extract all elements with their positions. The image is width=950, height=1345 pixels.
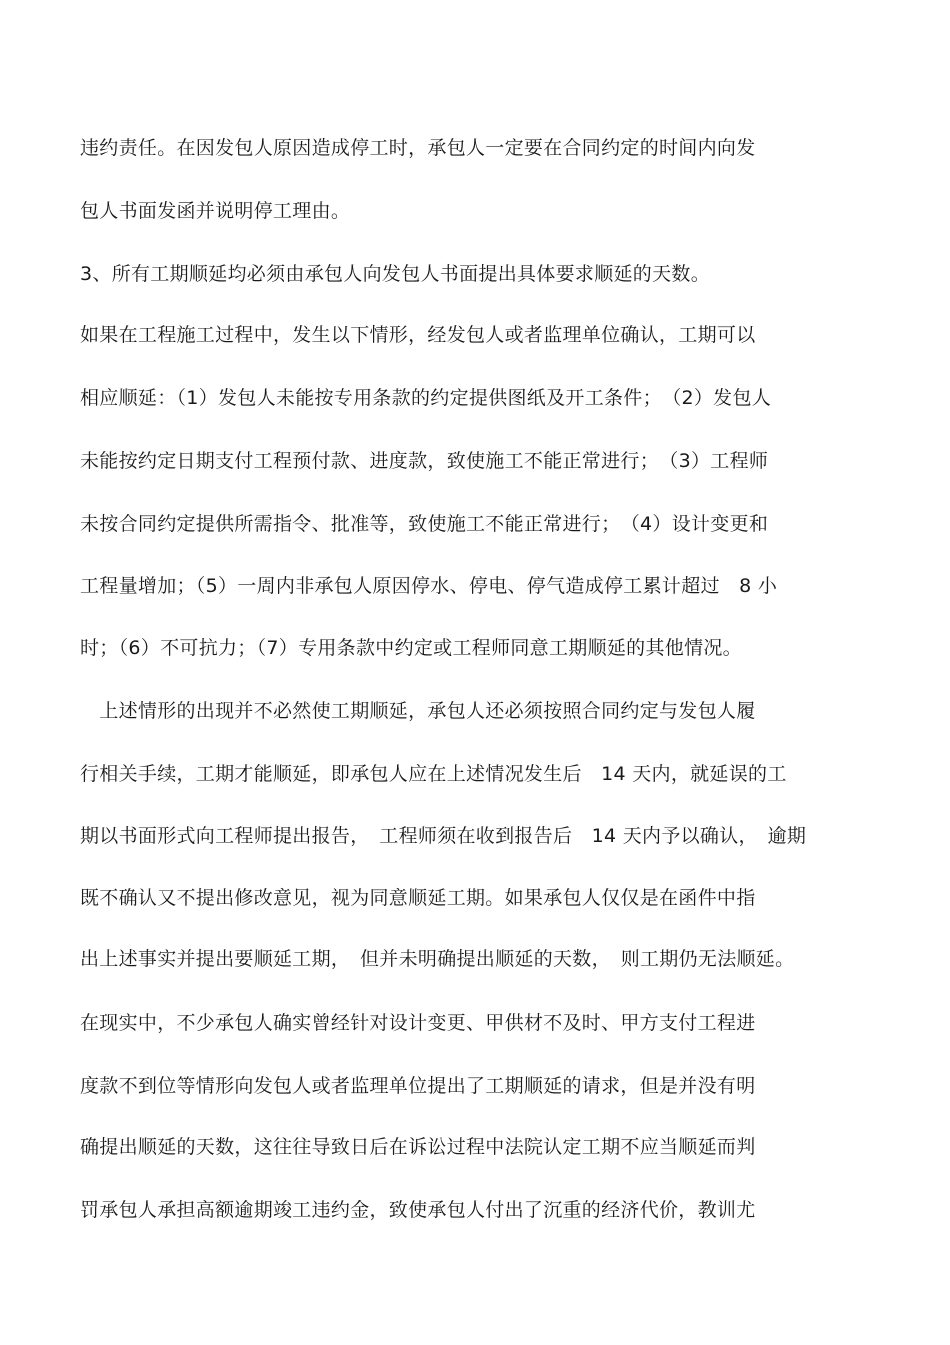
text-line: 度款不到位等情形向发包人或者监理单位提出了工期顺延的请求，但是并没有明 bbox=[80, 1075, 756, 1097]
text-line: 违约责任。在因发包人原因造成停工时，承包人一定要在合同约定的时间内向发 bbox=[80, 137, 756, 159]
text-line: 工程量增加；（5）一周内非承包人原因停水、停电、停气造成停工累计超过 8 小 bbox=[80, 575, 778, 597]
text-line: 行相关手续，工期才能顺延，即承包人应在上述情况发生后 14 天内，就延误的工 bbox=[80, 763, 787, 785]
text-line: 未按合同约定提供所需指令、批准等，致使施工不能正常进行； （4）设计变更和 bbox=[80, 513, 769, 535]
text-line: 包人书面发函并说明停工理由。 bbox=[80, 200, 351, 222]
text-line: 出上述事实并提出要顺延工期， 但并未明确提出顺延的天数， 则工期仍无法顺延。 bbox=[80, 948, 795, 970]
text-line: 时；（6）不可抗力；（7）专用条款中约定或工程师同意工期顺延的其他情况。 bbox=[80, 637, 742, 659]
text-line: 在现实中，不少承包人确实曾经针对设计变更、甲供材不及时、甲方支付工程进 bbox=[80, 1012, 756, 1034]
text-line: 既不确认又不提出修改意见，视为同意顺延工期。如果承包人仅仅是在函件中指 bbox=[80, 887, 756, 909]
text-line: 期以书面形式向工程师提出报告， 工程师须在收到报告后 14 天内予以确认， 逾期 bbox=[80, 825, 807, 847]
text-line: 罚承包人承担高额逾期竣工违约金，致使承包人付出了沉重的经济代价，教训尤 bbox=[80, 1199, 756, 1221]
text-line: 如果在工程施工过程中，发生以下情形，经发包人或者监理单位确认，工期可以 bbox=[80, 324, 756, 346]
text-line: 未能按约定日期支付工程预付款、进度款，致使施工不能正常进行； （3）工程师 bbox=[80, 450, 769, 472]
text-line: 3、所有工期顺延均必须由承包人向发包人书面提出具体要求顺延的天数。 bbox=[80, 263, 710, 285]
text-line: 相应顺延：（1）发包人未能按专用条款的约定提供图纸及开工条件； （2）发包人 bbox=[80, 387, 772, 409]
text-line: 上述情形的出现并不必然使工期顺延，承包人还必须按照合同约定与发包人履 bbox=[80, 700, 756, 722]
text-line: 确提出顺延的天数，这往往导致日后在诉讼过程中法院认定工期不应当顺延而判 bbox=[80, 1136, 756, 1158]
